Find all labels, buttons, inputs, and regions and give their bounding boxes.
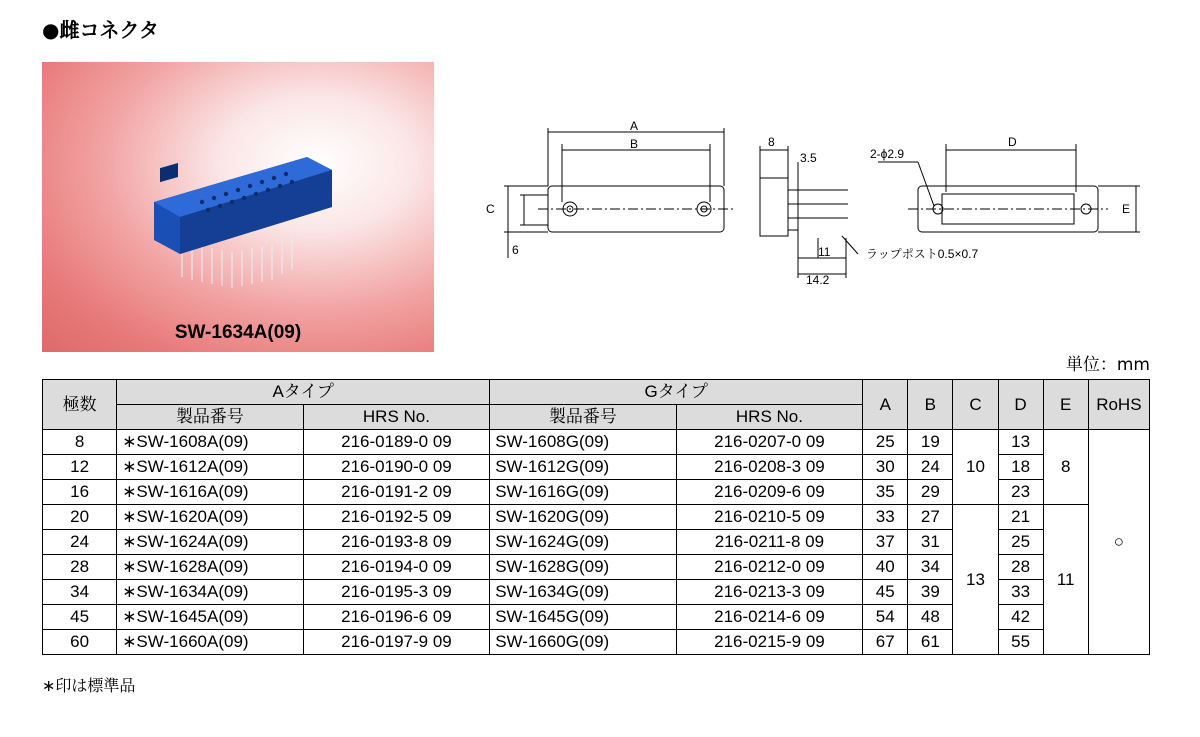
cell-A: 54	[863, 605, 908, 630]
cell-A: 30	[863, 455, 908, 480]
cell-D: 42	[998, 605, 1043, 630]
cell-poles: 45	[43, 605, 117, 630]
spec-table	[42, 379, 1150, 655]
cell-a-prod: ∗SW-1612A(09)	[117, 455, 304, 480]
dim-B: B	[630, 137, 639, 151]
cell-g-hrs: 216-0213-3 09	[676, 580, 863, 605]
cell-a-hrs: 216-0192-5 09	[303, 505, 490, 530]
cell-D: 28	[998, 555, 1043, 580]
dim-C: C	[486, 202, 495, 216]
cell-poles: 60	[43, 630, 117, 655]
cell-g-prod: SW-1616G(09)	[490, 480, 677, 505]
cell-g-prod: SW-1660G(09)	[490, 630, 677, 655]
cell-B: 19	[908, 430, 953, 455]
cell-D: 13	[998, 430, 1043, 455]
cell-g-prod: SW-1620G(09)	[490, 505, 677, 530]
cell-g-hrs: 216-0208-3 09	[676, 455, 863, 480]
cell-rohs-merged: ○	[1088, 430, 1149, 655]
dim-E: E	[1122, 202, 1131, 216]
header-B: B	[908, 380, 953, 430]
header-g-prod: 製品番号	[490, 405, 677, 430]
cell-g-prod: SW-1608G(09)	[490, 430, 677, 455]
cell-poles: 20	[43, 505, 117, 530]
cell-B: 61	[908, 630, 953, 655]
cell-a-hrs: 216-0194-0 09	[303, 555, 490, 580]
cell-g-prod: SW-1624G(09)	[490, 530, 677, 555]
cell-B: 24	[908, 455, 953, 480]
header-g-hrs: HRS No.	[676, 405, 863, 430]
dim-3.5: 3.5	[800, 151, 817, 165]
header-poles: 極数	[43, 380, 117, 430]
cell-a-prod: ∗SW-1645A(09)	[117, 605, 304, 630]
cell-C-merged: 10	[953, 430, 998, 505]
cell-poles: 34	[43, 580, 117, 605]
cell-D: 23	[998, 480, 1043, 505]
cell-g-hrs: 216-0215-9 09	[676, 630, 863, 655]
header-A: A	[863, 380, 908, 430]
cell-B: 27	[908, 505, 953, 530]
dim-6: 6	[512, 243, 519, 257]
unit-label: 単位：mm	[1065, 355, 1150, 375]
cell-A: 33	[863, 505, 908, 530]
cell-g-hrs: 216-0211-8 09	[676, 530, 863, 555]
cell-D: 25	[998, 530, 1043, 555]
cell-a-hrs: 216-0191-2 09	[303, 480, 490, 505]
dim-11: 11	[818, 245, 831, 259]
cell-A: 37	[863, 530, 908, 555]
header-a-prod: 製品番号	[117, 405, 304, 430]
cell-A: 45	[863, 580, 908, 605]
cell-B: 34	[908, 555, 953, 580]
cell-poles: 28	[43, 555, 117, 580]
header-rohs: RoHS	[1088, 380, 1149, 430]
cell-B: 39	[908, 580, 953, 605]
dim-8: 8	[768, 135, 775, 149]
product-photo	[42, 62, 434, 352]
footnote: ∗印は標準品	[42, 676, 136, 695]
cell-a-prod: ∗SW-1620A(09)	[117, 505, 304, 530]
cell-B: 29	[908, 480, 953, 505]
cell-poles: 8	[43, 430, 117, 455]
cell-A: 35	[863, 480, 908, 505]
post-label: ラップポスト0.5×0.7	[866, 247, 979, 261]
cell-g-prod: SW-1634G(09)	[490, 580, 677, 605]
cell-a-prod: ∗SW-1624A(09)	[117, 530, 304, 555]
cell-a-prod: ∗SW-1608A(09)	[117, 430, 304, 455]
header-C: C	[953, 380, 998, 430]
cell-poles: 24	[43, 530, 117, 555]
cell-g-hrs: 216-0214-6 09	[676, 605, 863, 630]
header-D: D	[998, 380, 1043, 430]
dimension-drawing	[478, 118, 1148, 298]
dim-A: A	[630, 119, 639, 133]
cell-g-prod: SW-1628G(09)	[490, 555, 677, 580]
cell-a-prod: ∗SW-1616A(09)	[117, 480, 304, 505]
photo-caption: SW-1634A(09)	[174, 322, 302, 343]
cell-D: 21	[998, 505, 1043, 530]
cell-C-merged: 13	[953, 505, 998, 655]
cell-D: 18	[998, 455, 1043, 480]
cell-g-prod: SW-1612G(09)	[490, 455, 677, 480]
dim-14.2: 14.2	[806, 273, 830, 287]
cell-a-hrs: 216-0195-3 09	[303, 580, 490, 605]
header-gtype: Gタイプ	[490, 380, 863, 405]
table-row	[43, 430, 1150, 455]
cell-A: 25	[863, 430, 908, 455]
section-title: ●雌コネクタ	[42, 18, 160, 42]
dim-D: D	[1008, 135, 1017, 149]
cell-D: 55	[998, 630, 1043, 655]
connector-illustration	[42, 62, 434, 352]
cell-a-hrs: 216-0197-9 09	[303, 630, 490, 655]
cell-D: 33	[998, 580, 1043, 605]
dim-hole: 2-ϕ2.9	[870, 147, 905, 161]
cell-poles: 16	[43, 480, 117, 505]
cell-g-hrs: 216-0207-0 09	[676, 430, 863, 455]
cell-g-prod: SW-1645G(09)	[490, 605, 677, 630]
cell-A: 40	[863, 555, 908, 580]
header-a-hrs: HRS No.	[303, 405, 490, 430]
cell-g-hrs: 216-0212-0 09	[676, 555, 863, 580]
cell-a-hrs: 216-0189-0 09	[303, 430, 490, 455]
table-row	[43, 505, 1150, 530]
cell-a-prod: ∗SW-1628A(09)	[117, 555, 304, 580]
cell-E-merged: 8	[1043, 430, 1088, 505]
cell-g-hrs: 216-0210-5 09	[676, 505, 863, 530]
header-E: E	[1043, 380, 1088, 430]
cell-poles: 12	[43, 455, 117, 480]
cell-g-hrs: 216-0209-6 09	[676, 480, 863, 505]
cell-B: 31	[908, 530, 953, 555]
cell-a-prod: ∗SW-1634A(09)	[117, 580, 304, 605]
cell-a-prod: ∗SW-1660A(09)	[117, 630, 304, 655]
cell-a-hrs: 216-0190-0 09	[303, 455, 490, 480]
cell-A: 67	[863, 630, 908, 655]
cell-B: 48	[908, 605, 953, 630]
header-atype: Aタイプ	[117, 380, 490, 405]
cell-E-merged: 11	[1043, 505, 1088, 655]
cell-a-hrs: 216-0196-6 09	[303, 605, 490, 630]
cell-a-hrs: 216-0193-8 09	[303, 530, 490, 555]
